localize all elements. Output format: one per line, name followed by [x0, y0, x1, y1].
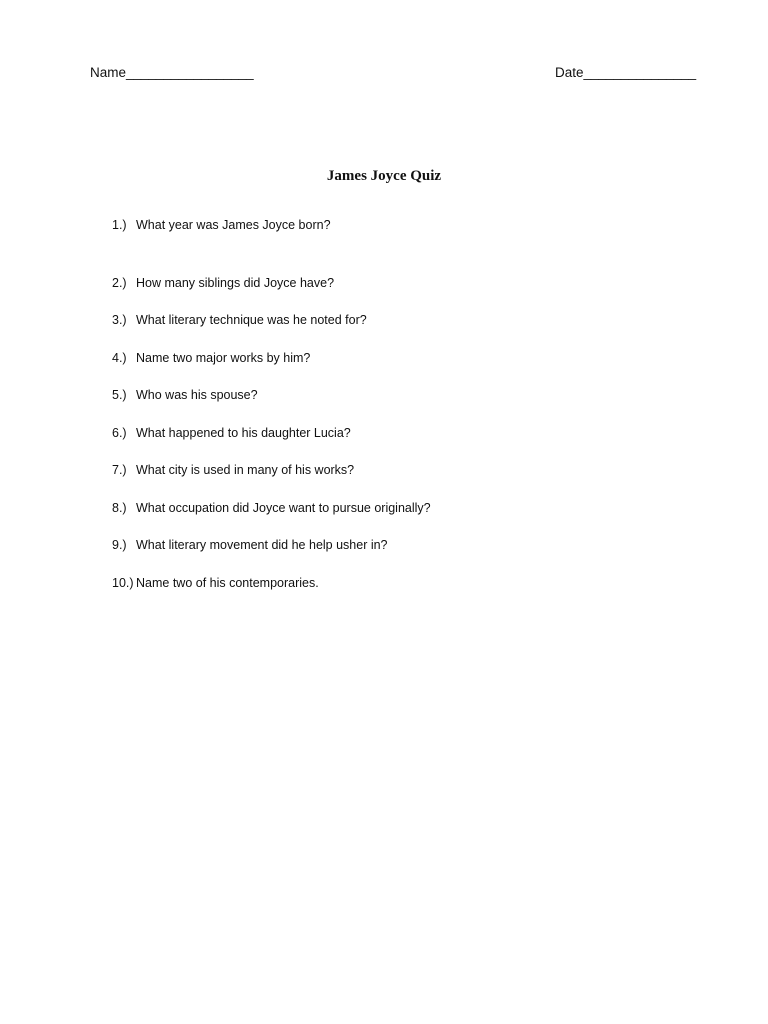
quiz-title: James Joyce Quiz [326, 168, 442, 185]
name-field-label: Name_________________ [90, 65, 254, 80]
question-text: Name two of his contemporaries. [136, 576, 319, 590]
question-item [112, 461, 354, 479]
question-number: 1.) [112, 218, 127, 232]
question-number: 7.) [112, 463, 127, 477]
question-item [112, 311, 367, 329]
question-item [112, 424, 351, 442]
question-item [112, 536, 388, 554]
question-text: What city is used in many of his works? [136, 463, 355, 477]
question-text: What literary movement did he help usher in? [136, 538, 388, 552]
question-number: 6.) [112, 426, 127, 440]
question-item [112, 349, 310, 367]
question-number: 3.) [112, 313, 127, 327]
question-number: 2.) [112, 276, 127, 290]
question-number: 9.) [112, 538, 127, 552]
question-number: 8.) [112, 501, 127, 515]
question-text: What year was James Joyce born? [136, 218, 331, 232]
question-number: 4.) [112, 351, 127, 365]
question-item [112, 386, 258, 404]
question-text: What happened to his daughter Lucia? [136, 426, 351, 440]
question-item [112, 499, 431, 517]
date-field-label: Date_______________ [555, 65, 697, 80]
question-text: What occupation did Joyce want to pursue originally? [136, 501, 431, 515]
question-text: What literary technique was he noted for? [136, 313, 367, 327]
question-text: Name two major works by him? [136, 351, 311, 365]
question-item [112, 216, 331, 234]
question-item [112, 574, 319, 592]
question-item [112, 274, 334, 292]
question-text: How many siblings did Joyce have? [136, 276, 335, 290]
question-number: 10.) [112, 576, 134, 590]
question-text: Who was his spouse? [136, 388, 258, 402]
question-number: 5.) [112, 388, 127, 402]
